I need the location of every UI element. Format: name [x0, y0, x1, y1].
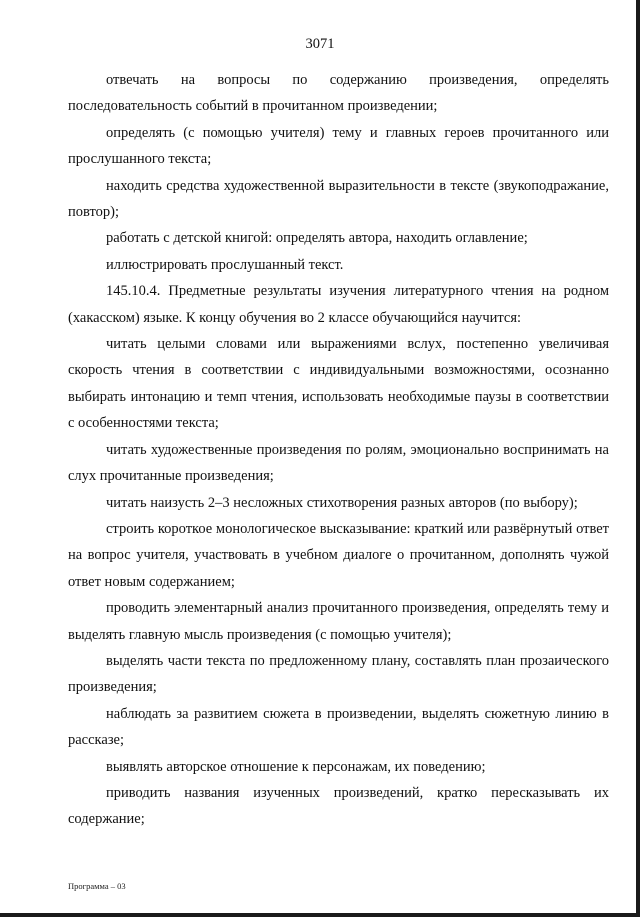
- paragraph: находить средства художественной выразительности в тексте (звукоподражание, повтор);: [68, 177, 609, 221]
- section-paragraph: 145.10.4. Предметные результаты изучения литературного чтения на родном (хакасском) языке. К концу обучения во 2 классе обучающийся научится:: [68, 283, 609, 326]
- paragraph: проводить элементарный анализ прочитанного произведения, определять тему и выделять главную мысль произведения (с помощью учителя);: [68, 600, 609, 643]
- paragraph: работать с детской книгой: определять автора, находить оглавление;: [106, 230, 528, 247]
- paragraph: читать наизусть 2–3 несложных стихотворения разных авторов (по выбору);: [106, 494, 578, 511]
- document-body: [68, 67, 609, 833]
- paragraph: выделять части текста по предложенному плану, составлять план прозаического произведения;: [68, 652, 609, 696]
- page-number: 3071: [305, 36, 335, 52]
- page-border-bottom: [0, 913, 640, 917]
- paragraph: отвечать на вопросы по содержанию произведения, определять последовательность событий в прочитанном произведении;: [68, 72, 609, 115]
- page-border-right: [636, 0, 640, 917]
- footer-label: Программа – 03: [68, 881, 126, 891]
- paragraph: определять (с помощью учителя) тему и главных героев прочитанного или прослушанного текста;: [68, 124, 609, 168]
- paragraph: приводить названия изученных произведений, кратко пересказывать их содержание;: [68, 784, 609, 828]
- paragraph: иллюстрировать прослушанный текст.: [106, 256, 344, 273]
- paragraph: читать целыми словами или выражениями вслух, постепенно увеличивая скорость чтения в соответствии с индивидуальными возможностями, осознанно выбирать интонацию и темп чтения, использовать необходимые паузы в соответствии с особенностями текста;: [68, 336, 609, 432]
- paragraph: наблюдать за развитием сюжета в произведении, выделять сюжетную линию в рассказе;: [68, 705, 609, 749]
- paragraph: выявлять авторское отношение к персонажам, их поведению;: [106, 758, 486, 775]
- paragraph: строить короткое монологическое высказывание: краткий или развёрнутый ответ на вопрос учителя, участвовать в учебном диалоге о прочитанном, дополнять чужой ответ новым содержанием;: [68, 520, 609, 590]
- paragraph: читать художественные произведения по ролям, эмоционально воспринимать на слух прочитанные произведения;: [68, 441, 609, 485]
